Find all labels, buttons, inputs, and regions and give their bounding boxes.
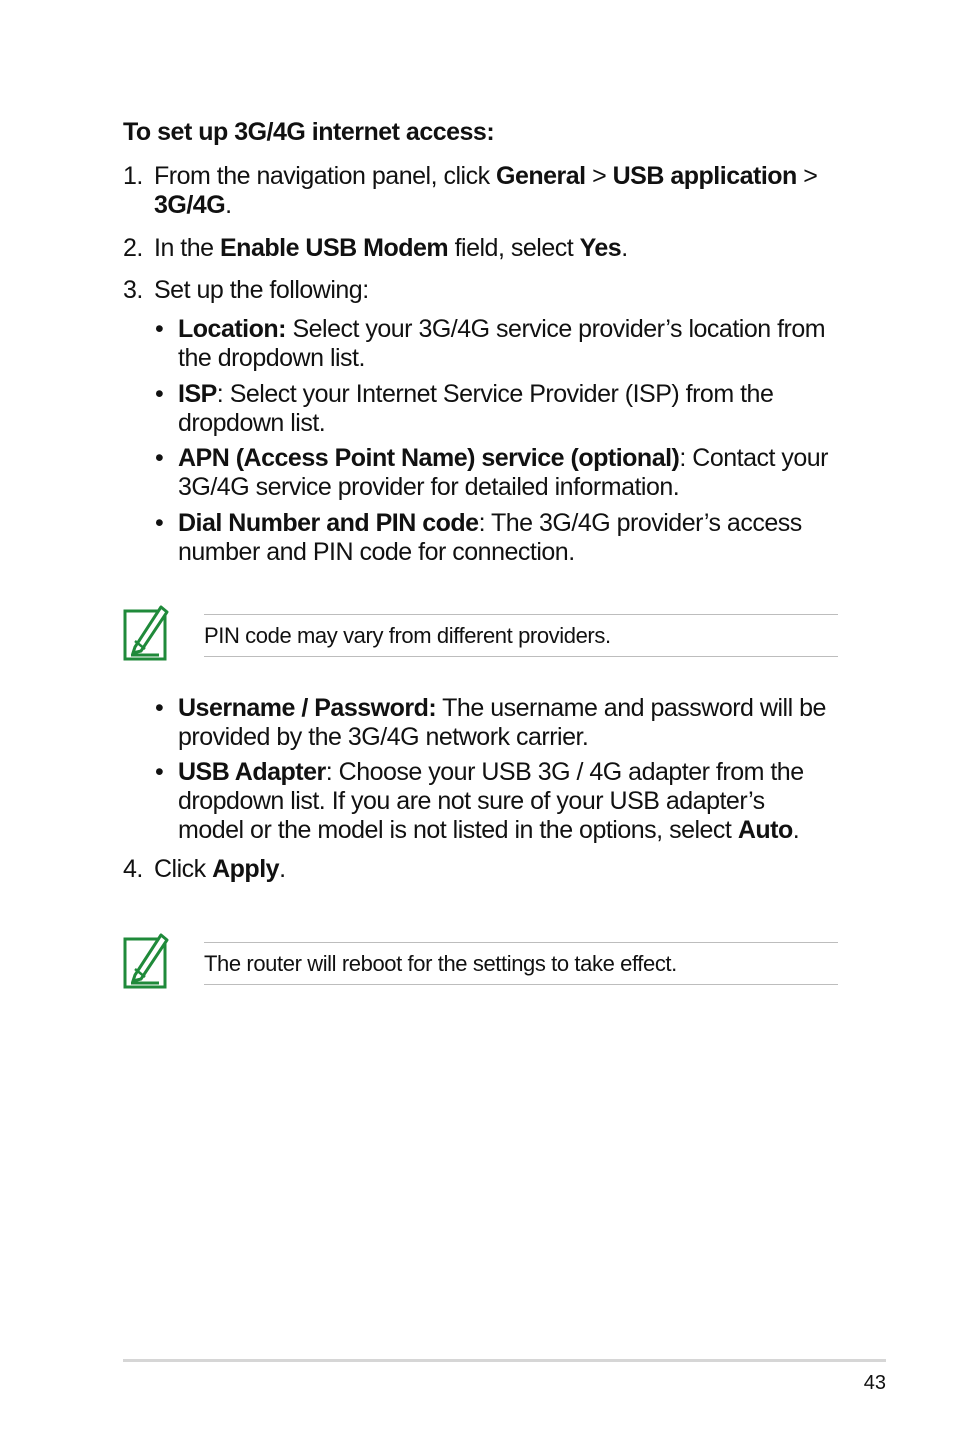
bullet-dot: •: [155, 315, 164, 343]
bullet-text: The username and password will be: [436, 694, 826, 722]
ui-term-general: General: [496, 162, 586, 190]
bullet-text: : The 3G/4G provider’s access: [478, 509, 802, 537]
separator: >: [585, 162, 613, 190]
bullet-text: dropdown list.: [178, 409, 326, 437]
step-text: In the: [154, 234, 220, 262]
bullet-text: the dropdown list.: [178, 344, 365, 372]
ui-term-auto: Auto: [737, 816, 793, 844]
separator: >: [796, 162, 818, 190]
note-rule-top: [204, 614, 838, 615]
step-number: 2.: [123, 234, 143, 262]
bullet-dot: •: [155, 509, 164, 537]
punctuation: .: [621, 234, 628, 262]
bullet-label: ISP: [178, 380, 217, 408]
note-rule-bottom: [204, 656, 838, 657]
bullet-text: provided by the 3G/4G network carrier.: [178, 723, 589, 751]
bullet-label: Location:: [178, 315, 286, 343]
bullet-label: USB Adapter: [178, 758, 326, 786]
note-pencil-icon: [123, 931, 171, 991]
step-1-continued: [154, 191, 232, 220]
punctuation: .: [279, 855, 286, 883]
note-reboot: [123, 931, 838, 995]
bullet-text: Select your 3G/4G service provider’s location from: [286, 315, 826, 343]
step-text: Set up the following:: [154, 276, 369, 304]
ui-term-yes: Yes: [579, 234, 622, 262]
ui-term-3g4g: 3G/4G: [154, 191, 226, 219]
bullet-text: : Select your Internet Service Provider (ISP) from the: [216, 380, 774, 408]
bullet-text: : Contact your: [679, 444, 829, 472]
bullet-dot: •: [155, 694, 164, 722]
bullet-label: APN (Access Point Name) service (optional): [178, 444, 680, 472]
step-number: 4.: [123, 855, 143, 883]
step-number: 1.: [123, 162, 143, 190]
bullet-text: dropdown list. If you are not sure of your USB adapter’s: [178, 787, 765, 815]
note-rule-top: [204, 942, 838, 943]
note-pencil-icon: [123, 603, 171, 663]
bullet-dot: •: [155, 444, 164, 472]
section-heading: To set up 3G/4G internet access:: [123, 118, 495, 146]
ui-term-usb-application: USB application: [612, 162, 797, 190]
ui-term-apply: Apply: [212, 855, 280, 883]
punctuation: .: [792, 816, 800, 844]
bullet-text: model or the model is not listed in the options, select: [178, 816, 738, 844]
bullet-text: number and PIN code for connection.: [178, 538, 575, 566]
step-text: Click: [154, 855, 213, 883]
punctuation: .: [225, 191, 232, 219]
bullet-dot: •: [155, 758, 164, 786]
note-text: The router will reboot for the settings to take effect.: [204, 951, 677, 976]
note-text: PIN code may vary from different providers.: [204, 623, 611, 648]
bullet-dot: •: [155, 380, 164, 408]
bullet-label: Username / Password:: [178, 694, 437, 722]
page-number: 43: [863, 1372, 886, 1394]
step-text: From the navigation panel, click: [154, 162, 497, 190]
ui-term-enable-usb-modem: Enable USB Modem: [220, 234, 449, 262]
step-number: 3.: [123, 276, 143, 304]
step-text: field, select: [448, 234, 580, 262]
footer-rule: [123, 1359, 886, 1362]
bullet-label: Dial Number and PIN code: [178, 509, 479, 537]
bullet-text: 3G/4G service provider for detailed information.: [178, 473, 680, 501]
note-rule-bottom: [204, 984, 838, 985]
note-pin-code: [123, 603, 838, 667]
bullet-text: : Choose your USB 3G / 4G adapter from the: [325, 758, 804, 786]
